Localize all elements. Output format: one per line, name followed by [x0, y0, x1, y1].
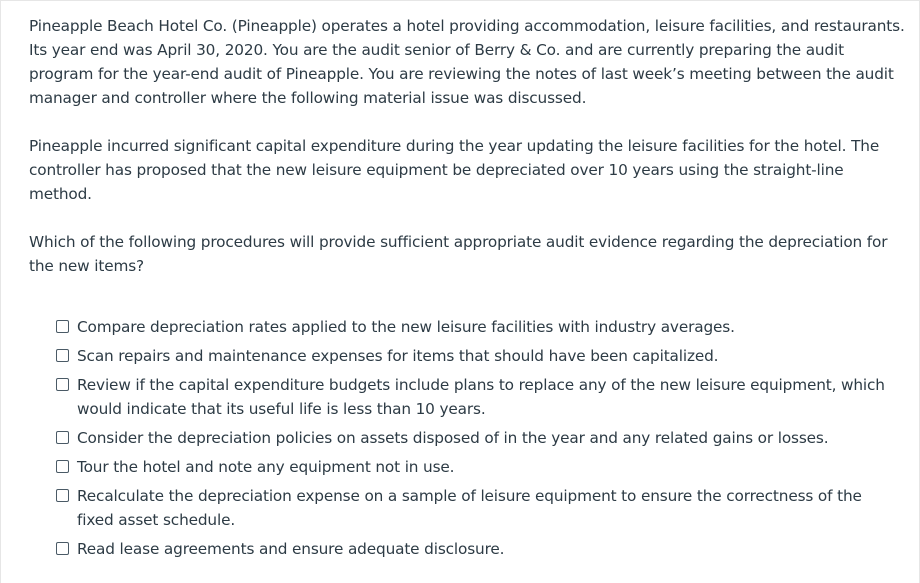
answer-option-4[interactable]	[56, 426, 901, 450]
question-text	[29, 14, 909, 302]
answer-checkbox[interactable]	[56, 460, 69, 473]
question-paragraph-issue: Pineapple incurred significant capital expenditure during the year updating the leisure facilities for the hotel. The controller has proposed that the new leisure equipment be depreciated over 10 years using the straight-line method.	[29, 137, 880, 203]
answer-option-3[interactable]	[56, 373, 901, 421]
answer-checkbox[interactable]	[56, 320, 69, 333]
answer-checkbox[interactable]	[56, 349, 69, 362]
question-paragraph-prompt: Which of the following procedures will provide sufficient appropriate audit evidence regarding the depreciation for the new items?	[29, 233, 888, 275]
answer-option-7[interactable]	[56, 537, 901, 561]
answer-label: Scan repairs and maintenance expenses for items that should have been capitalized.	[77, 347, 719, 365]
answer-label: Tour the hotel and note any equipment not in use.	[77, 458, 455, 476]
answer-checkbox[interactable]	[56, 542, 69, 555]
answer-checkbox[interactable]	[56, 431, 69, 444]
answer-label: Read lease agreements and ensure adequate disclosure.	[77, 540, 505, 558]
answer-options-list	[56, 315, 901, 566]
answer-checkbox[interactable]	[56, 489, 69, 502]
answer-checkbox[interactable]	[56, 378, 69, 391]
answer-option-1[interactable]	[56, 315, 901, 339]
answer-label: Recalculate the depreciation expense on a sample of leisure equipment to ensure the correctness of the fixed asset schedule.	[77, 487, 862, 529]
answer-label: Compare depreciation rates applied to the new leisure facilities with industry averages.	[77, 318, 735, 336]
answer-option-6[interactable]	[56, 484, 901, 532]
answer-label: Review if the capital expenditure budgets include plans to replace any of the new leisure equipment, which would indicate that its useful life is less than 10 years.	[77, 376, 885, 418]
answer-label: Consider the depreciation policies on assets disposed of in the year and any related gains or losses.	[77, 429, 829, 447]
answer-option-5[interactable]	[56, 455, 901, 479]
answer-option-2[interactable]	[56, 344, 901, 368]
question-paragraph-scenario: Pineapple Beach Hotel Co. (Pineapple) operates a hotel providing accommodation, leisure facilities, and restaurants. Its year end was April 30, 2020. You are the audit senior of Berry & Co. and are currently preparing the audit program for the year-end audit of Pineapple. You are reviewing the notes of last week’s meeting between the audit manager and controller where the following material issue was discussed.	[29, 17, 905, 107]
